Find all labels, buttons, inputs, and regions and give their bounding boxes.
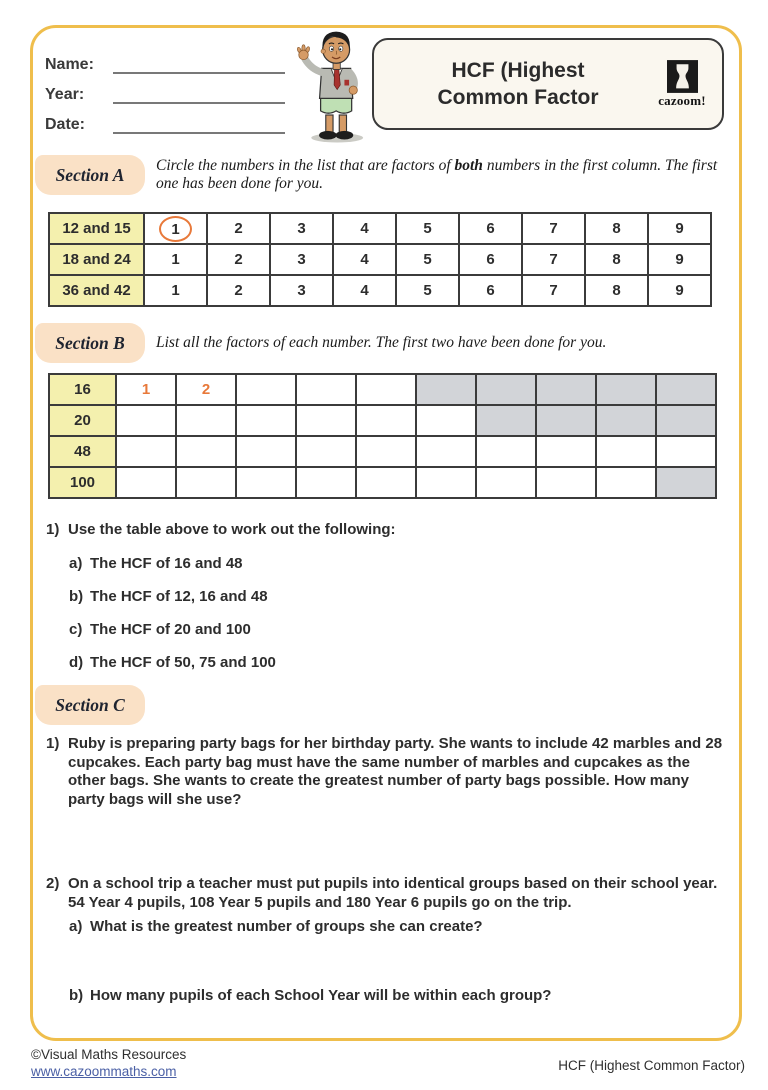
blocked-cell [536, 374, 596, 405]
blocked-cell [596, 374, 656, 405]
blocked-cell [476, 374, 536, 405]
date-field-row [45, 110, 285, 134]
factor-answer-cell [176, 436, 236, 467]
section-c-header [35, 685, 737, 725]
year-label: Year: [45, 86, 85, 103]
worksheet-frame [30, 25, 742, 1041]
year-field-row [45, 80, 285, 104]
table-row [49, 467, 716, 498]
blocked-cell [536, 405, 596, 436]
table-row [49, 244, 711, 275]
number-pair-cell: 18 and 24 [49, 244, 144, 275]
factor-cell: 4 [333, 213, 396, 244]
factor-cell: 8 [585, 275, 648, 306]
factor-answer-cell [416, 405, 476, 436]
question-text: Use the table above to work out the following: [68, 521, 396, 538]
name-label: Name: [45, 56, 94, 73]
factor-answer-cell [476, 436, 536, 467]
factor-answer-cell [356, 405, 416, 436]
question-text: On a school trip a teacher must put pupils into identical groups based on their school year. 54 Year 4 pupils, 108 Year 5 pupils and 180 Year 6 pupils go on the trip. [68, 875, 718, 911]
item-letter: b) [69, 987, 84, 1004]
factor-answer-cell [356, 436, 416, 467]
table-row [49, 436, 716, 467]
factor-cell: 3 [270, 275, 333, 306]
factor-answer-cell: 2 [176, 374, 236, 405]
factor-cell: 6 [459, 244, 522, 275]
factor-answer-cell [596, 467, 656, 498]
item-letter: a) [69, 918, 83, 935]
factor-answer-cell [416, 436, 476, 467]
question-1d [69, 654, 710, 673]
number-pair-cell: 36 and 42 [49, 275, 144, 306]
blocked-cell [656, 467, 716, 498]
item-text: The HCF of 16 and 48 [90, 555, 243, 572]
factor-cell: 1 [144, 275, 207, 306]
factor-answer-cell [236, 436, 296, 467]
factor-cell: 3 [270, 213, 333, 244]
worksheet-title-box [372, 38, 724, 130]
number-pair-cell: 12 and 15 [49, 213, 144, 244]
name-field-row [45, 50, 285, 74]
factor-cell: 5 [396, 275, 459, 306]
factor-answer-cell [296, 467, 356, 498]
section-b-instruction: List all the factors of each number. The first two have been done for you. [156, 333, 607, 351]
number-cell: 48 [49, 436, 116, 467]
factor-cell: 5 [396, 244, 459, 275]
factor-cell: 6 [459, 213, 522, 244]
question-2a [69, 918, 710, 937]
factor-cell: 7 [522, 244, 585, 275]
factor-answer-cell [236, 374, 296, 405]
factor-cell: 9 [648, 213, 711, 244]
cazoom-logo-text: cazoom! [658, 92, 706, 108]
factor-cell: 4 [333, 244, 396, 275]
footer-credits [31, 1046, 186, 1080]
factor-answer-cell [296, 405, 356, 436]
factor-answer-cell [116, 405, 176, 436]
factor-answer-cell [356, 374, 416, 405]
question-2b [69, 987, 710, 1006]
blocked-cell [476, 405, 536, 436]
factor-cell [144, 213, 207, 244]
name-write-line [113, 52, 285, 74]
factor-answer-cell [176, 405, 236, 436]
question-text: Ruby is preparing party bags for her birthday party. She wants to include 42 marbles and 28 cupcakes. Each party bag must have the same number of marbles and cupcakes as the other bags. She wants to create the greatest number of party bags possible. How many party bags will she use? [68, 735, 723, 808]
factor-cell: 2 [207, 275, 270, 306]
section-b-label: Section B [35, 323, 145, 363]
blocked-cell [596, 405, 656, 436]
factor-cell: 2 [207, 244, 270, 275]
page-title-line2: Common Factor [437, 86, 599, 109]
table-row [49, 213, 711, 244]
question-number: 1) [46, 735, 60, 752]
factor-cell: 3 [270, 244, 333, 275]
factor-answer-cell [176, 467, 236, 498]
table-row [49, 405, 716, 436]
factor-cell: 7 [522, 213, 585, 244]
factor-answer-cell: 1 [116, 374, 176, 405]
factor-answer-cell [416, 467, 476, 498]
question-1b [69, 588, 710, 607]
factor-cell: 8 [585, 213, 648, 244]
item-letter: d) [69, 654, 84, 671]
date-write-line [113, 112, 285, 134]
factor-cell: 1 [144, 244, 207, 275]
number-cell: 20 [49, 405, 116, 436]
section-c-label: Section C [35, 685, 145, 725]
year-write-line [113, 82, 285, 104]
factor-cell: 5 [396, 213, 459, 244]
page-title-line1: HCF (Highest [451, 58, 585, 82]
blocked-cell [416, 374, 476, 405]
factor-answer-cell [656, 436, 716, 467]
cazoom-logo [650, 60, 722, 109]
item-letter: c) [69, 621, 83, 638]
factor-answer-cell [476, 467, 536, 498]
question-number: 2) [46, 875, 60, 892]
cazoommaths-link[interactable]: www.cazoommaths.com [31, 1064, 177, 1079]
cazoom-drum-icon [667, 60, 698, 93]
factor-cell: 9 [648, 244, 711, 275]
number-cell: 100 [49, 467, 116, 498]
blocked-cell [656, 405, 716, 436]
factor-answer-cell [296, 374, 356, 405]
factor-cell: 7 [522, 275, 585, 306]
factor-answer-cell [596, 436, 656, 467]
section-c-question-2 [46, 875, 724, 912]
page-title [374, 57, 650, 112]
item-text: What is the greatest number of groups she can create? [90, 918, 483, 935]
section-b-header [35, 323, 737, 363]
factor-answer-cell [536, 467, 596, 498]
factor-cell: 8 [585, 244, 648, 275]
footer-worksheet-title: HCF (Highest Common Factor) [558, 1058, 745, 1073]
factor-answer-cell [236, 467, 296, 498]
item-text: The HCF of 12, 16 and 48 [90, 588, 268, 605]
section-a-label: Section A [35, 155, 145, 195]
question-1c [69, 621, 710, 640]
item-letter: a) [69, 555, 83, 572]
table-row [49, 374, 716, 405]
item-text: The HCF of 20 and 100 [90, 621, 251, 638]
item-text: How many pupils of each School Year will be within each group? [90, 987, 552, 1004]
table-row [49, 275, 711, 306]
question-number: 1) [46, 521, 60, 538]
section-c-question-1 [46, 735, 724, 809]
factor-answer-cell [116, 436, 176, 467]
factor-answer-cell [356, 467, 416, 498]
section-a-header [35, 155, 737, 195]
factor-cell: 2 [207, 213, 270, 244]
number-cell: 16 [49, 374, 116, 405]
factor-answer-cell [236, 405, 296, 436]
question-1a [69, 555, 710, 574]
section-a-table [48, 212, 712, 307]
factor-answer-cell [116, 467, 176, 498]
question-1 [46, 521, 724, 540]
circled-answer: 1 [159, 216, 192, 242]
section-b-table [48, 373, 717, 499]
factor-cell: 4 [333, 275, 396, 306]
factor-answer-cell [536, 436, 596, 467]
section-a-instruction: Circle the numbers in the list that are factors of both numbers in the first column. The first one has been done for you. [156, 156, 718, 192]
factor-cell: 9 [648, 275, 711, 306]
factor-answer-cell [296, 436, 356, 467]
item-text: The HCF of 50, 75 and 100 [90, 654, 276, 671]
factor-cell: 6 [459, 275, 522, 306]
date-label: Date: [45, 116, 86, 133]
boy-mascot-illustration [289, 28, 375, 144]
item-letter: b) [69, 588, 84, 605]
copyright-text: ©Visual Maths Resources [31, 1047, 187, 1062]
blocked-cell [656, 374, 716, 405]
